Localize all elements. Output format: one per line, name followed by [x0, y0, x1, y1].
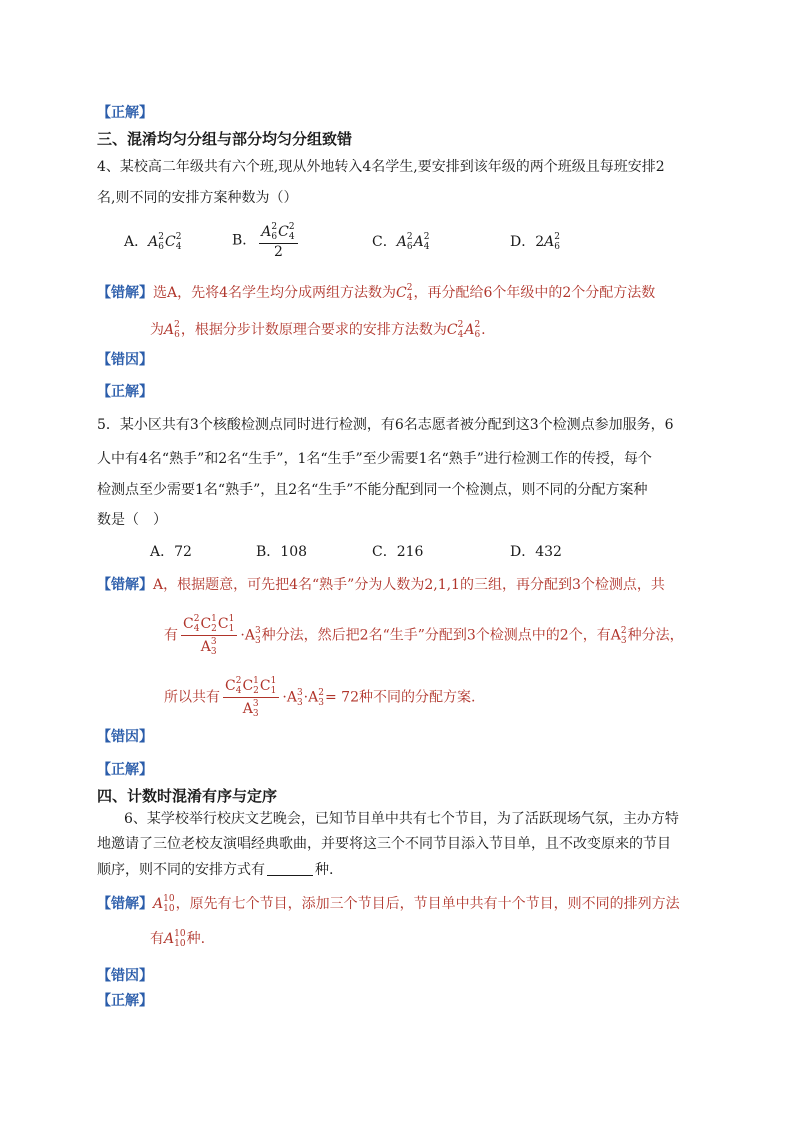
- q5-stem-line-2: 人中有4名“熟手”和2名“生手”，1名“生手”至少需要1名“熟手”进行检测工作的传授，每个: [97, 451, 652, 467]
- q4-stem-line-1: 4、某校高二年级共有六个班,现从外地转入4名学生,要安排到该年级的两个班级且每班安排2: [97, 159, 665, 175]
- q4-option-d: D．2A 2 6: [510, 232, 561, 252]
- q5-option-a: A．72: [150, 544, 192, 560]
- q4-option-b: B． A 2 6 C 2 4 2: [232, 222, 301, 259]
- q4-cuoyin-label: 【错因】: [97, 352, 153, 368]
- q4-option-a: A．A 2 6 C 2 4: [124, 232, 182, 252]
- q4-option-c: C．A 2 6 A 2 4: [372, 232, 430, 252]
- q4-stem-line-2: 名,则不同的安排方案种数为（）: [97, 190, 298, 206]
- q4-wrong-solution-line-2: 为A 2 6 ，根据分步计数原理合要求的安排方法数为C 2 4 A 2 6 .: [150, 320, 486, 340]
- q5-stem-line-3: 检测点至少需要1名“熟手”，且2名“生手”不能分配到同一个检测点，则不同的分配方案种: [97, 482, 648, 498]
- section-3-heading: 三、混淆均匀分组与部分均匀分组致错: [97, 130, 353, 148]
- q5-stem-line-1: 5．某小区共有3个核酸检测点同时进行检测，有6名志愿者被分配到这3个检测点参加服务，6: [97, 417, 674, 433]
- zhengjie-label: 【正解】: [97, 105, 153, 121]
- q6-stem-line-3: 顺序，则不同的安排方式有 种.: [97, 862, 334, 878]
- q5-stem-line-4: 数是（ ）: [97, 512, 167, 528]
- q5-wrong-solution-line-1: 【错解】A，根据题意，可先把4名“熟手”分为人数为2,1,1的三组，再分配到3个检测点，共: [97, 577, 665, 593]
- q5-option-d: D．432: [510, 544, 562, 560]
- q6-stem-line-2: 地邀请了三位老校友演唱经典歌曲，并要将这三个不同节目添入节目单，且不改变原来的节目: [97, 836, 671, 852]
- q6-answer-blank: [267, 863, 313, 876]
- q6-zhengjie-label: 【正解】: [97, 993, 153, 1009]
- q5-zhengjie-label: 【正解】: [97, 762, 153, 778]
- q4-wrong-solution-line-1: 【错解】选A，先将4名学生均分成两组方法数为C 2 4 ，再分配给6个年级中的2个分配方法数: [97, 283, 656, 303]
- section-4-heading: 四、计数时混淆有序与定序: [97, 787, 278, 805]
- q5-option-c: C．216: [372, 544, 424, 560]
- q6-stem-line-1: 6、某学校举行校庆文艺晚会，已知节目单中共有七个节目，为了活跃现场气氛，主办方特: [124, 811, 679, 827]
- q6-wrong-solution-line-2: 有A 10 10 种.: [150, 929, 206, 949]
- q5-wrong-solution-line-2: 有 C 2 4 C 1 2 C 1 1 A 3 3 ·A 3 3 种分法，然后把2名“生手”分配到3个检测点中的2个，有A 2 3 种分法，: [164, 614, 684, 657]
- q6-wrong-solution-line-1: 【错解】A 10 10 ，原先有七个节目，添加三个节目后，节目单中共有十个节目，则不同的排列方法: [97, 894, 680, 914]
- q5-option-b: B．108: [256, 544, 308, 560]
- q4-zhengjie-label: 【正解】: [97, 384, 153, 400]
- q6-cuoyin-label: 【错因】: [97, 968, 153, 984]
- q5-cuoyin-label: 【错因】: [97, 729, 153, 745]
- q5-wrong-solution-line-3: 所以共有 C 2 4 C 1 2 C 1 1 A 3 3 ·A 3 3 ·A 2 3 = 72种不同的分配方案.: [164, 676, 476, 719]
